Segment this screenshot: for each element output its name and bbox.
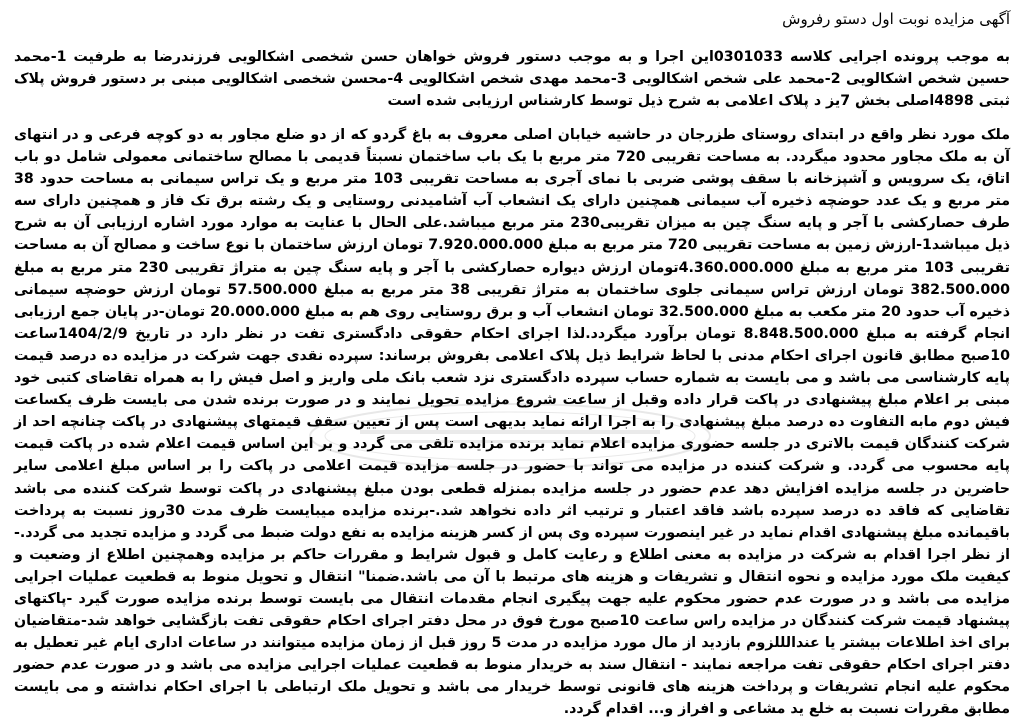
notice-title: آگهی مزایده نوبت اول دستو رفروش bbox=[782, 10, 1010, 28]
notice-body-paragraph: ملک مورد نظر واقع در ابتدای روستای طزرجان در حاشیه خیابان اصلی معروف به باغ گردو که از دو ضلع مجاور به دو کوچه فرعی و در انتهای آن به ملک مجاور محدود میگردد. به مساحت تقریبی 720 متر مربع با یک باب ساختمان نسبتاً قدیمی با مصالح ساختمانی معمولی شامل دو باب اتاق، یک سرویس و آشپزخانه با سقف پوشی ضربی با نمای آجری به مساحت تقریبی 103 متر مربع و یک تراس سیمانی به مساحت حدود 38 متر مربع و یک عدد حوضچه ذخیره آب سیمانی همچنین دارای یک انشعاب آب آشامیدنی روستایی و یک رشته برق تک فاز و همچنین دارای سه طرف حصارکشی با آجر و پایه سنگ چین به میزان تقریبی230 متر مربع میباشد.علی الحال با عنایت به موارد مورد اشاره ارزیابی آن به شرح ذیل میباشد1-ارزش زمین به مساحت تقریبی 720 متر مربع به مبلغ 7.920.000.000 تومان ارزش ساختمان با نوع ساخت و مصالح آن به مساحت تقریبی 103 متر مربع به مبلغ 4.360.000.000تومان ارزش دیواره حصارکشی با آجر و پایه سنگ چین به متراژ تقریبی 230 متر مربع به مبلغ 382.500.000 تومان ارزش تراس سیمانی جلوی ساختمان به متراژ تقریبی 38 متر مربع به مبلغ 57.500.000 تومان ارزش حوضچه سیمانی ذخیره آب حدود 20 متر مکعب به مبلغ 32.500.000 تومان انشعاب آب و برق روستایی روی هم به مبلغ 20.000.000 تومان-در پایان جمع ارزیابی انجام گرفته به مبلغ 8.848.500.000 تومان برآورد میگردد.لذا اجرای احکام حقوقی دادگستری تفت در نظر دارد در تاریخ 1404/2/9ساعت 10صبح مطابق قانون اجرای احکام مدنی با لحاظ شرایط ذیل پلاک اعلامی بفروش برساند: سپرده نقدی جهت شرکت در مزایده ده درصد قیمت پایه کارشناسی می باشد و می بایست به شماره حساب سپرده دادگستری نزد شعب بانک ملی واریز و اصل فیش را به همراه تقاضای کتبی خود مبنی بر اعلام مبلغ پیشنهادی در پاکت قرار داده وقبل از ساعت شروع مزایده تحویل نمایند و در صورت برنده شدن می بایست ظرف یکساعت فیش دوم مابه التفاوت ده درصد مبلغ پیشنهادی را به اجرا ارائه نماید بدیهی است پس از تعیین سقف قیمتهای پیشنهادی در پاکت چنانچه احد از شرکت کنندگان قیمت بالاتری در جلسه حضوری مزایده اعلام نماید برنده مزایده تلقی می گردد و بر این اساس قیمت اعلام شده در پاکت قیمت پایه محسوب می گردد. و شرکت کننده در مزایده می تواند با حضور در جلسه مزایده قیمت اعلامی در پاکت را بر اساس مبلغ اعلامی سایر حاضرین در جلسه مزایده افزایش دهد عدم حضور در جلسه مزایده بمنزله قطعی بودن مبلغ پیشنهادی در پاکت توسط شرکت کننده می باشد تقاضایی که فاقد ده درصد سپرده باشد فاقد اعتبار و ترتیب اثر داده نخواهد شد.-برنده مزایده میبایست ظرف مدت 30روز نسبت به پرداخت باقیمانده مبلغ پیشنهادی اقدام نماید در غیر اینصورت سپرده وی پس از کسر هزینه مزایده به نفع دولت ضبط می گردد و مزایده تجدید می گردد.-از نظر اجرا اقدام به شرکت در مزایده به معنی اطلاع و رعایت کامل و قبول شرایط و مقررات حاکم بر مزایده وهمچنین اطلاع از وضعیت و کیفیت ملک مورد مزایده و نحوه انتقال و تشریفات و هزینه های مرتبط با آن می باشد.ضمنا" انتقال و تحویل منوط به قطعیت عملیات اجرایی مزایده می باشد و در صورت عدم حضور محکوم علیه جهت پیگیری انجام مقدمات انتقال می بایست توسط برنده مزایده صورت گیرد -پاکتهای پیشنهاد قیمت شرکت کنندگان در مزایده راس ساعت 10صبح مورخ فوق در محل دفتر اجرای احکام حقوقی تفت بازگشایی خواهد شد-متقاضیان برای اخذ اطلاعات بیشتر یا عندالللزوم بازدید از مال مورد مزایده در مدت 5 روز قبل از زمان مزایده میتوانند در ساعات اداری ایام غیر تعطیل به دفتر اجرای احکام حقوقی تفت مراجعه نمایند - انتقال سند به خریدار منوط به قطعیت عملیات اجرایی مزایده می باشد و در صورت عدم حضور محکوم علیه انجام تشریفات و پرداخت هزینه های قانونی توسط خریدار می باشد و تحویل ملک ارتباطی با اجرای احکام نداشته و می بایست مطابق مقررات نسبت به خلع ید مشاعی و افراز و... اقدام گردد. bbox=[14, 127, 1011, 718]
notice-intro-paragraph: به موجب پرونده اجرایی کلاسه 0301033این اجرا و به موجب دستور فروش خواهان حسن شخصی اشکالویی فرزندرضا به طرفیت 1-محمد حسین شخص اشکالویی 2-محمد علی شخص اشکالویی 3-محمد مهدی شخص اشکالویی 4-محسن شخصی اشکالویی مبنی بر دستور فروش پلاک ثبتی 4898اصلی بخش 7یز د پلاک اعلامی به شرح ذیل توسط کارشناس ارزیابی شده است bbox=[14, 49, 1010, 109]
